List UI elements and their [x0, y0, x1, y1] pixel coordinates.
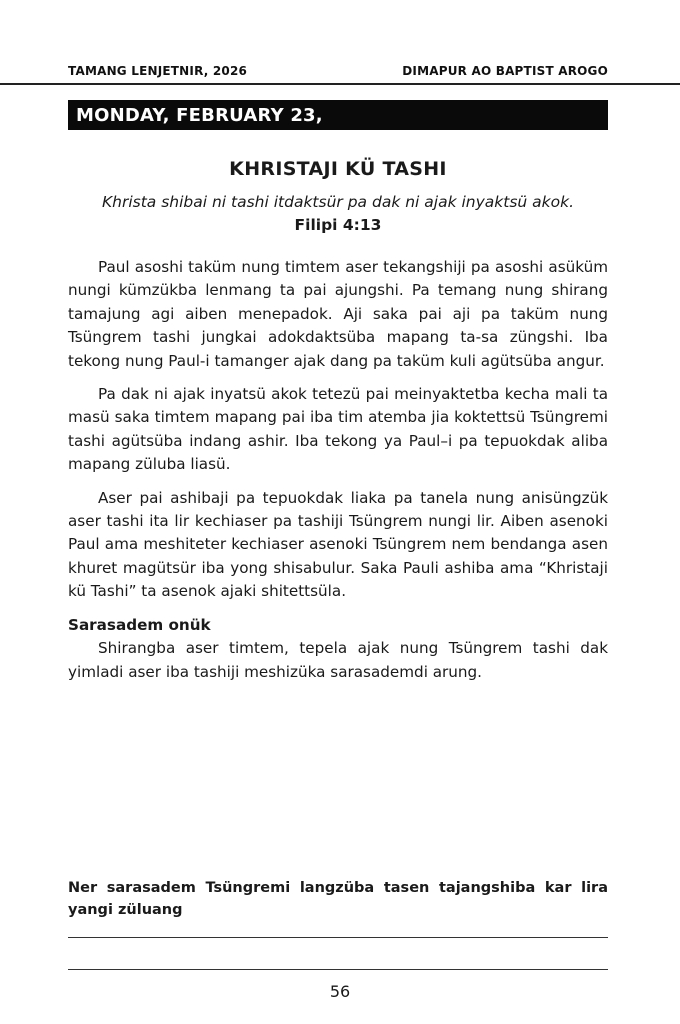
header-divider [0, 83, 680, 85]
writing-line [68, 937, 608, 938]
reflection-heading: Sarasadem onük [68, 615, 211, 634]
page-title: KHRISTAJI KÜ TASHI [229, 158, 447, 180]
date-heading: MONDAY, FEBRUARY 23, [76, 105, 323, 126]
verse-reference: Filipi 4:13 [294, 216, 382, 234]
reflection-text: Shirangba aser timtem, tepela ajak nung Tsüngrem tashi dak yimladi aser iba tashiji meshizüka sarasademdi arung. [68, 639, 608, 681]
running-header-left: TAMANG LENJETNIR, 2026 [68, 64, 248, 78]
writing-line [68, 969, 608, 970]
page-number: 56 [329, 982, 351, 1001]
key-verse: Khrista shibai ni tashi itdaktsür pa dak ni ajak inyaktsü akok. [101, 193, 575, 211]
body-paragraph: Pa dak ni ajak inyatsü akok tetezü pai meinyaktetba kecha mali ta masü saka timtem mapang pai iba tim atemba jia koktettsü Tsüngremi tashi agütsüba indang ashir. Iba tekong ya Paul–i pa tepuokdak aliba mapang züluba liasü. [68, 385, 608, 474]
devotional-body [68, 256, 608, 684]
body-paragraph: Aser pai ashibaji pa tepuokdak liaka pa tanela nung anisüngzük aser tashi ita lir kechiaser pa tashiji Tsüngrem nungi lir. Aiben asenoki Paul ama meshiteter kechiaser asenoki Tsüngrem nem bendanga asen khuret magütsür iba yong shisabulur. Saka Pauli ashiba ama “Khristaji kü Tashi” ta asenok ajaki shitettsüla. [68, 488, 608, 601]
date-banner [68, 100, 608, 130]
body-paragraph: Paul asoshi taküm nung timtem aser tekangshiji pa asoshi asüküm nungi kümzükba lenmang ta pai ajungshi. Pa temang nung shirang tamajung agi aiben menepadok. Aji saka pai aji pa taküm nung Tsüngrem tashi jungkai adokdaktsüba mapang ta-sa züngshi. Iba tekong nung Paul-i tamanger ajak dang pa taküm kuli agütsüba angur. [68, 258, 608, 370]
running-header-right: DIMAPUR AO BAPTIST AROGO [402, 64, 608, 78]
writing-prompt: Ner sarasadem Tsüngremi langzüba tasen tajangshiba kar lira yangi züluang [68, 880, 608, 918]
